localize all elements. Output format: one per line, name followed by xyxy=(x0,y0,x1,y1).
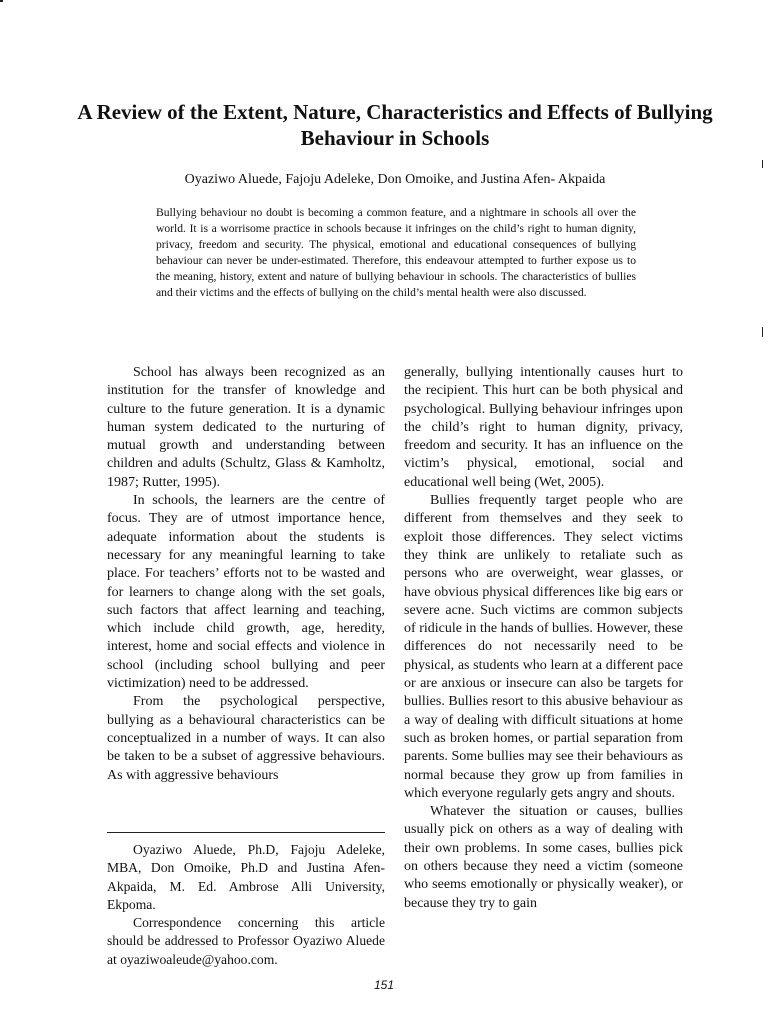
page-number: 151 xyxy=(373,978,395,992)
scan-mark xyxy=(762,160,763,168)
footnote-divider xyxy=(107,832,385,833)
paragraph: School has always been recognized as an institution for the transfer of knowledge and culture to the future generation. It is a dynamic human system dedicated to the nurturing of mutual growth and understanding between children and adults (Schultz, Glass & Kamholtz, 1987; Rutter, 1995). xyxy=(107,365,385,490)
paragraph: From the psychological perspective, bullying as a behavioural characteristics can be conceptualized in a number of ways. It can also be taken to be a subset of aggressive behaviours. As with aggressive behaviours xyxy=(107,694,385,783)
abstract: Bullying behaviour no doubt is becoming a common feature, and a nightmare in schools all over the world. It is a worrisome practice in schools because it infringes on the child’s right to human dignity, privacy, freedom and security. The physical, emotional and educational consequences of bullying behaviour can never be under-estimated. Therefore, this endeavour attempted to further expose us to the meaning, history, extent and nature of bullying behaviour in schools. The characteristics of bullies and their victims and the effects of bullying on the child’s mental health were also discussed. xyxy=(156,206,636,300)
left-column xyxy=(107,364,385,785)
correspondence-note: Correspondence concerning this article should be addressed to Professor Oyaziwo Aluede at oyaziwoaleude@yahoo.com. xyxy=(107,915,385,967)
author-affiliation-note: Oyaziwo Aluede, Ph.D, Fajoju Adeleke, MBA, Don Omoike, Ph.D and Justina Afen-Akpaida, M. Ed. Ambrose Alli University, Ekpoma. xyxy=(107,842,385,912)
paragraph: In schools, the learners are the centre of focus. They are of utmost importance hence, adequate information about the students is necessary for any meaningful learning to take place. For teachers’ efforts not to be wasted and for learners to change along with the set goals, such factors that affect learning and teaching, which include child growth, age, heredity, interest, home and social effects and violence in school (including school bullying and peer victimization) need to be addressed. xyxy=(107,493,385,692)
scan-mark xyxy=(0,0,3,2)
paragraph: Whatever the situation or causes, bullies usually pick on others as a way of dealing with their own problems. In some cases, bullies pick on others because they need a victim (someone who seems emotionally or physically weaker), or because they try to gain xyxy=(404,804,683,911)
author-list: Oyaziwo Aluede, Fajoju Adeleke, Don Omoike, and Justina Afen- Akpaida xyxy=(184,172,606,187)
scan-mark xyxy=(762,327,763,337)
footnotes xyxy=(107,841,385,969)
article-title: A Review of the Extent, Nature, Characteristics and Effects of Bullying Behaviour in Schools xyxy=(77,100,713,150)
right-column xyxy=(404,364,683,913)
paragraph: Bullies frequently target people who are different from themselves and they seek to exploit those differences. They select victims they think are unlikely to retaliate such as persons who are overweight, wear glasses, or have obvious physical differences like big ears or severe acne. Such victims are common subjects of ridicule in the hands of bullies. However, these differences do not necessarily need to be physical, as students who learn at a different pace or are anxious or insecure can also be targets for bullies. Bullies resort to this abusive behaviour as a way of dealing with difficult situations at home such as broken homes, or partial separation from parents. Some bullies may see their behaviours as normal because they grow up from families in which everyone regularly gets angry and shouts. xyxy=(404,493,683,801)
paragraph: generally, bullying intentionally causes hurt to the recipient. This hurt can be both physical and psychological. Bullying behaviour infringes upon the child’s right to human dignity, privacy, freedom and security. It has an influence on the victim’s physical, emotional, social and educational well being (Wet, 2005). xyxy=(404,365,683,490)
